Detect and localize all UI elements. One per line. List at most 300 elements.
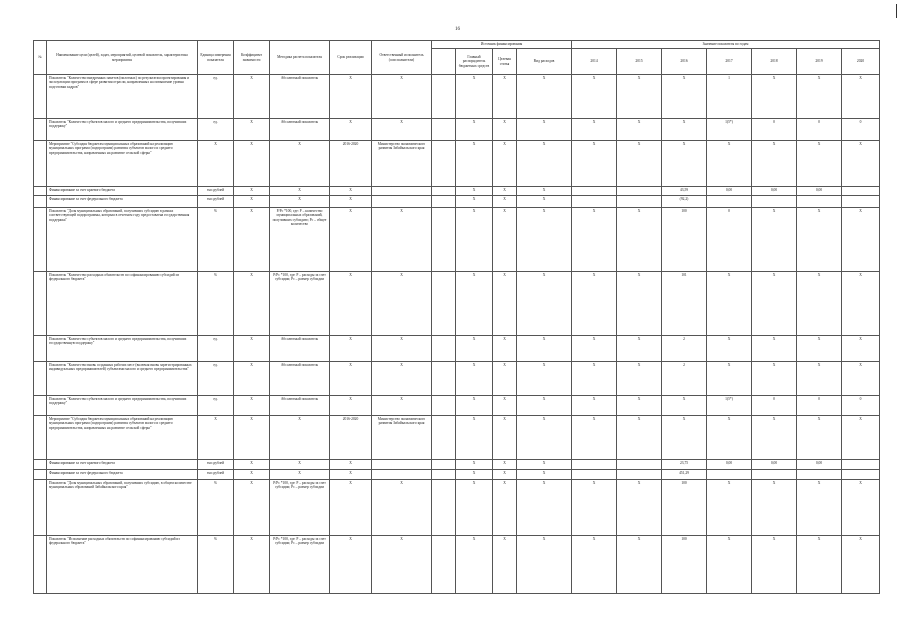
cell-value: X (662, 141, 707, 187)
cell-value (797, 196, 842, 208)
header-gov: Главный распорядитель бюджетных средств (456, 49, 493, 75)
cell-value: 43,59 (662, 187, 707, 196)
cell-period: X (330, 470, 372, 480)
header-method: Методика расчета показателя (270, 41, 330, 75)
cell-value: X (572, 536, 617, 594)
cell-value: X (842, 480, 880, 536)
cell-value: X (752, 416, 797, 460)
cell-gov: X (456, 119, 493, 141)
cell-num (34, 336, 47, 362)
cell-value: X (797, 480, 842, 536)
cell-coef: X (234, 480, 270, 536)
cell-value: X (752, 75, 797, 119)
cell-value: X (752, 272, 797, 336)
cell-name: Показатель "Количество внедренных пакетов (пилотных) по результатам проектирования и эксплуатации программ в сфере развития отрасли, направленных на повышение уровня подготовки кадров" (47, 75, 198, 119)
cell-value: X (707, 480, 752, 536)
cell-type: X (517, 272, 572, 336)
cell-target: X (493, 480, 517, 536)
cell-gov: X (456, 416, 493, 460)
cell-blank (432, 416, 456, 460)
cell-value: X (707, 336, 752, 362)
cell-name: Мероприятие "Субсидия бюджетам муниципальных образований на реализацию муниципальных программ (подпрограмм) развития субъектов малого и среднего предпринимательства, направленных на развитие сельской сферы" (47, 141, 198, 187)
cell-value: X (617, 536, 662, 594)
cell-gov: X (456, 208, 493, 272)
cell-value: X (752, 208, 797, 272)
cell-value: 100 (662, 536, 707, 594)
cell-target: X (493, 187, 517, 196)
cell-value: X (617, 119, 662, 141)
cell-value: 0,00 (707, 460, 752, 470)
header-year: 2019 (797, 49, 842, 75)
cell-blank (432, 480, 456, 536)
cell-unit: ед. (198, 119, 234, 141)
header-executor: Ответственный исполнитель (соисполнители) (372, 41, 432, 75)
cell-executor (372, 460, 432, 470)
table-row (34, 75, 880, 119)
cell-value: X (572, 119, 617, 141)
cell-coef: X (234, 272, 270, 336)
cell-blank (432, 208, 456, 272)
cell-target: X (493, 536, 517, 594)
cell-executor: X (372, 536, 432, 594)
cell-method: Абсолютный показатель (270, 396, 330, 416)
cell-value: X (662, 396, 707, 416)
cell-target: X (493, 362, 517, 396)
cell-executor: Министерство экономического развития Забайкальского края (372, 141, 432, 187)
cell-coef: X (234, 460, 270, 470)
cell-value: 100 (662, 208, 707, 272)
cell-num (34, 119, 47, 141)
cell-value (842, 187, 880, 196)
cell-value: 23,75 (662, 460, 707, 470)
cell-blank (432, 196, 456, 208)
table-row (34, 460, 880, 470)
cell-value: X (572, 208, 617, 272)
cell-blank (432, 536, 456, 594)
cell-executor: X (372, 480, 432, 536)
cell-method: Абсолютный показатель (270, 362, 330, 396)
cell-name: Показатель "Доля муниципальных образований, получивших субсидию, в общем количестве муниципальных образований Забайкальского края" (47, 480, 198, 536)
cell-period: X (330, 480, 372, 536)
cell-type: X (517, 141, 572, 187)
cell-coef: X (234, 396, 270, 416)
cell-name: Финансирование за счет краевого бюджета (47, 460, 198, 470)
cell-value (842, 470, 880, 480)
cell-value: 2 (662, 362, 707, 396)
cell-num (34, 75, 47, 119)
cell-method: X (270, 141, 330, 187)
cell-period: X (330, 187, 372, 196)
table-row (34, 208, 880, 272)
table-row (34, 536, 880, 594)
cell-type: X (517, 480, 572, 536)
cell-value: X (572, 272, 617, 336)
cell-value: 0 (797, 119, 842, 141)
header-unit: Единица измерения показателя (198, 41, 234, 75)
cell-gov: X (456, 362, 493, 396)
cell-unit: тыс.рублей (198, 460, 234, 470)
cell-coef: X (234, 208, 270, 272)
cell-value: X (842, 362, 880, 396)
cell-method: Абсолютный показатель (270, 336, 330, 362)
cell-value: X (617, 396, 662, 416)
cell-value: 0 (707, 208, 752, 272)
cell-coef: X (234, 416, 270, 460)
cell-executor: X (372, 396, 432, 416)
header-funding-group: Источник финансирования (432, 41, 572, 49)
cell-value: X (842, 208, 880, 272)
cell-num (34, 416, 47, 460)
cell-executor: X (372, 75, 432, 119)
cell-value: 2 (662, 336, 707, 362)
cell-method: X (270, 460, 330, 470)
table-row (34, 470, 880, 480)
header-values-group: Значение показателя по годам (572, 41, 880, 49)
header-year: 2015 (617, 49, 662, 75)
cell-value (842, 196, 880, 208)
cell-name: Показатель "Количество расходных обязательств по софинансированию субсидий из федерального бюджета" (47, 272, 198, 336)
cell-value: 0,00 (707, 187, 752, 196)
cell-value: X (797, 416, 842, 460)
cell-value: X (617, 362, 662, 396)
page-number: 16 (455, 27, 460, 32)
cell-name: Финансирование за счет федерального бюджета (47, 196, 198, 208)
cell-target: X (493, 396, 517, 416)
cell-method: X (270, 470, 330, 480)
cell-num (34, 470, 47, 480)
cell-value: 0,00 (797, 460, 842, 470)
cell-value: X (707, 416, 752, 460)
header-year: 2016 (662, 49, 707, 75)
cell-value: 1(5*) (707, 396, 752, 416)
cell-executor (372, 196, 432, 208)
cell-executor (372, 470, 432, 480)
header-target: Целевая статья (493, 49, 517, 75)
cell-method: X (270, 187, 330, 196)
cell-value (707, 470, 752, 480)
cell-value: X (572, 480, 617, 536)
cell-coef: X (234, 75, 270, 119)
cell-value: 1 (707, 75, 752, 119)
cell-blank (432, 272, 456, 336)
table-row (34, 119, 880, 141)
cell-coef: X (234, 470, 270, 480)
cell-name: Показатель "Количество вновь созданных рабочих мест (включая вновь зарегистрированных индивидуальных предпринимателей) субъектами малого и среднего предпринимательства" (47, 362, 198, 396)
cell-value: X (617, 336, 662, 362)
cell-blank (432, 119, 456, 141)
cell-executor (372, 187, 432, 196)
cell-value (572, 470, 617, 480)
cell-value: X (752, 336, 797, 362)
cell-value: X (842, 75, 880, 119)
cell-value: X (572, 336, 617, 362)
cell-name: Показатель "Количество субъектов малого и среднего предпринимательства, получивших поддержку" (47, 396, 198, 416)
header-year: 2017 (707, 49, 752, 75)
cell-value: X (572, 396, 617, 416)
cell-gov: X (456, 536, 493, 594)
cell-name: Показатель "Исполнение расходных обязательств по софинансированию субсидий из федерального бюджета" (47, 536, 198, 594)
cell-type: X (517, 196, 572, 208)
cell-gov: X (456, 141, 493, 187)
cell-value: X (662, 416, 707, 460)
cell-value: X (617, 416, 662, 460)
cell-value: X (572, 362, 617, 396)
cell-executor: X (372, 272, 432, 336)
cell-unit: % (198, 536, 234, 594)
cell-blank (432, 141, 456, 187)
cell-value (617, 470, 662, 480)
cell-method: Абсолютный показатель (270, 119, 330, 141)
cell-num (34, 208, 47, 272)
cell-value (752, 196, 797, 208)
cell-value: X (842, 336, 880, 362)
cell-unit: % (198, 272, 234, 336)
cell-period: 2016-2020 (330, 141, 372, 187)
table-row (34, 396, 880, 416)
cell-value: X (752, 480, 797, 536)
cell-num (34, 536, 47, 594)
cell-unit: % (198, 208, 234, 272)
cell-coef: X (234, 362, 270, 396)
cell-value: X (797, 362, 842, 396)
cell-gov: X (456, 187, 493, 196)
cell-executor: X (372, 336, 432, 362)
cell-value: X (752, 362, 797, 396)
cell-value: X (662, 75, 707, 119)
table-row (34, 416, 880, 460)
cell-value: X (572, 75, 617, 119)
cell-type: X (517, 362, 572, 396)
cell-value: X (572, 141, 617, 187)
cell-target: X (493, 460, 517, 470)
cell-target: X (493, 470, 517, 480)
cell-value (752, 470, 797, 480)
cell-value: X (752, 141, 797, 187)
cell-value: X (617, 75, 662, 119)
cell-num (34, 480, 47, 536)
cell-executor: X (372, 208, 432, 272)
cell-value: X (842, 416, 880, 460)
cell-name: Показатель "Количество субъектов малого и среднего предпринимательства, получивших поддержку" (47, 119, 198, 141)
cell-blank (432, 362, 456, 396)
cell-blank (432, 187, 456, 196)
cell-num (34, 362, 47, 396)
cell-gov: X (456, 196, 493, 208)
header-year: 2014 (572, 49, 617, 75)
cell-method: X (270, 196, 330, 208)
cell-unit: X (198, 141, 234, 187)
cell-unit: ед. (198, 362, 234, 396)
cell-gov: X (456, 470, 493, 480)
cell-value (572, 187, 617, 196)
cell-period: X (330, 362, 372, 396)
cell-unit: X (198, 416, 234, 460)
cell-value: X (842, 272, 880, 336)
cell-blank (432, 336, 456, 362)
cell-target: X (493, 119, 517, 141)
cell-value: X (797, 75, 842, 119)
header-name: Наименование цели (целей), задач, мероприятий, целевой показатель, характеристика мероприятия (47, 41, 198, 75)
cell-value (842, 460, 880, 470)
cell-coef: X (234, 536, 270, 594)
cell-type: X (517, 416, 572, 460)
cell-coef: X (234, 187, 270, 196)
cell-value: X (617, 480, 662, 536)
cell-name: Показатель "Доля муниципальных образований, получивших субсидию в рамках соответствующей подпрограммы, которым в отчетном году предоставлена государственная поддержка" (47, 208, 198, 272)
cell-value: X (797, 336, 842, 362)
cell-value: X (707, 536, 752, 594)
cell-value: 0,00 (752, 187, 797, 196)
header-coef: Коэффициент значимости (234, 41, 270, 75)
cell-value: 0 (797, 396, 842, 416)
cell-value (797, 470, 842, 480)
cell-period: X (330, 460, 372, 470)
cell-target: X (493, 196, 517, 208)
cell-target: X (493, 272, 517, 336)
cell-value: X (617, 208, 662, 272)
cell-gov: X (456, 396, 493, 416)
cell-value: X (617, 272, 662, 336)
header-period: Срок реализации (330, 41, 372, 75)
cell-method: Р/Рс *100, где: Р – количество муниципальных образований, получивших субсидию; Рс – общее количество (270, 208, 330, 272)
cell-period: X (330, 119, 372, 141)
cell-executor: X (372, 119, 432, 141)
table-row (34, 272, 880, 336)
cell-value (572, 460, 617, 470)
cell-num (34, 272, 47, 336)
cell-target: X (493, 208, 517, 272)
cell-type: X (517, 208, 572, 272)
header-type: Вид расходов (517, 49, 572, 75)
cell-gov: X (456, 75, 493, 119)
cell-value: 0 (752, 396, 797, 416)
cell-value: X (797, 208, 842, 272)
cell-unit: тыс.рублей (198, 470, 234, 480)
cell-unit: ед. (198, 75, 234, 119)
cell-target: X (493, 75, 517, 119)
cell-num (34, 460, 47, 470)
cell-num (34, 187, 47, 196)
cell-name: Финансирование за счет краевого бюджета (47, 187, 198, 196)
cell-executor: X (372, 362, 432, 396)
cell-period: X (330, 196, 372, 208)
cell-target: X (493, 141, 517, 187)
cell-value (572, 196, 617, 208)
cell-num (34, 396, 47, 416)
cell-name: Финансирование за счет федерального бюджета (47, 470, 198, 480)
page-edge-mark (896, 4, 897, 18)
cell-period: X (330, 536, 372, 594)
cell-gov: X (456, 480, 493, 536)
cell-method: Р/Рс *100, где: Р – расходы за счет субсидии; Рс – размер субсидии (270, 536, 330, 594)
header-num: № (34, 41, 47, 75)
header-blank (432, 49, 456, 75)
cell-type: X (517, 75, 572, 119)
cell-name: Мероприятие "Субсидия бюджетам муниципальных образований на реализацию муниципальных программ (подпрограмм) развития субъектов малого и среднего предпринимательства, направленных на развитие сельской сферы" (47, 416, 198, 460)
cell-value: 1(5*) (707, 119, 752, 141)
cell-value: X (797, 272, 842, 336)
cell-num (34, 141, 47, 187)
cell-value (617, 196, 662, 208)
cell-value: X (617, 141, 662, 187)
cell-unit: ед. (198, 336, 234, 362)
cell-value: X (572, 416, 617, 460)
table-row (34, 187, 880, 196)
cell-value (617, 460, 662, 470)
cell-blank (432, 460, 456, 470)
cell-period: X (330, 272, 372, 336)
cell-period: X (330, 396, 372, 416)
cell-value: X (707, 141, 752, 187)
cell-value: X (797, 141, 842, 187)
cell-period: X (330, 75, 372, 119)
cell-type: X (517, 396, 572, 416)
table-row (34, 196, 880, 208)
cell-type: X (517, 536, 572, 594)
cell-gov: X (456, 460, 493, 470)
cell-period: X (330, 336, 372, 362)
cell-value: X (707, 362, 752, 396)
cell-unit: % (198, 480, 234, 536)
cell-value: X (752, 536, 797, 594)
cell-unit: тыс.рублей (198, 187, 234, 196)
table-row (34, 141, 880, 187)
cell-name: Показатель "Количество субъектов малого и среднего предпринимательства, получивших государственную поддержку" (47, 336, 198, 362)
cell-type: X (517, 460, 572, 470)
cell-type: X (517, 336, 572, 362)
cell-value (617, 187, 662, 196)
cell-target: X (493, 416, 517, 460)
cell-method: Р/Рс *100, где: Р – расходы за счет субсидии; Рс – размер субсидии (270, 480, 330, 536)
cell-blank (432, 470, 456, 480)
cell-unit: ед. (198, 396, 234, 416)
cell-value (707, 196, 752, 208)
cell-blank (432, 75, 456, 119)
cell-value: (92,2) (662, 196, 707, 208)
cell-value: 0,00 (797, 187, 842, 196)
header-year: 2018 (752, 49, 797, 75)
cell-period: 2016-2020 (330, 416, 372, 460)
cell-executor: Министерство экономического развития Забайкальского края (372, 416, 432, 460)
cell-gov: X (456, 336, 493, 362)
cell-type: X (517, 187, 572, 196)
header-year: 2020 (842, 49, 880, 75)
cell-method: Абсолютный показатель (270, 75, 330, 119)
cell-value: 451,29 (662, 470, 707, 480)
program-table (33, 40, 880, 594)
cell-method: Р/Рс *100, где: Р – расходы за счет субсидии; Рс – размер субсидии (270, 272, 330, 336)
cell-value: 0,00 (752, 460, 797, 470)
cell-blank (432, 396, 456, 416)
cell-coef: X (234, 336, 270, 362)
table-row (34, 362, 880, 396)
cell-value: X (797, 536, 842, 594)
cell-target: X (493, 336, 517, 362)
cell-coef: X (234, 119, 270, 141)
cell-coef: X (234, 196, 270, 208)
cell-method: X (270, 416, 330, 460)
cell-period: X (330, 208, 372, 272)
cell-unit: тыс.рублей (198, 196, 234, 208)
cell-value: 0 (842, 396, 880, 416)
cell-value: 0 (842, 119, 880, 141)
cell-value: 101 (662, 272, 707, 336)
table-row (34, 336, 880, 362)
cell-value: X (707, 272, 752, 336)
cell-value: X (842, 141, 880, 187)
cell-gov: X (456, 272, 493, 336)
cell-coef: X (234, 141, 270, 187)
